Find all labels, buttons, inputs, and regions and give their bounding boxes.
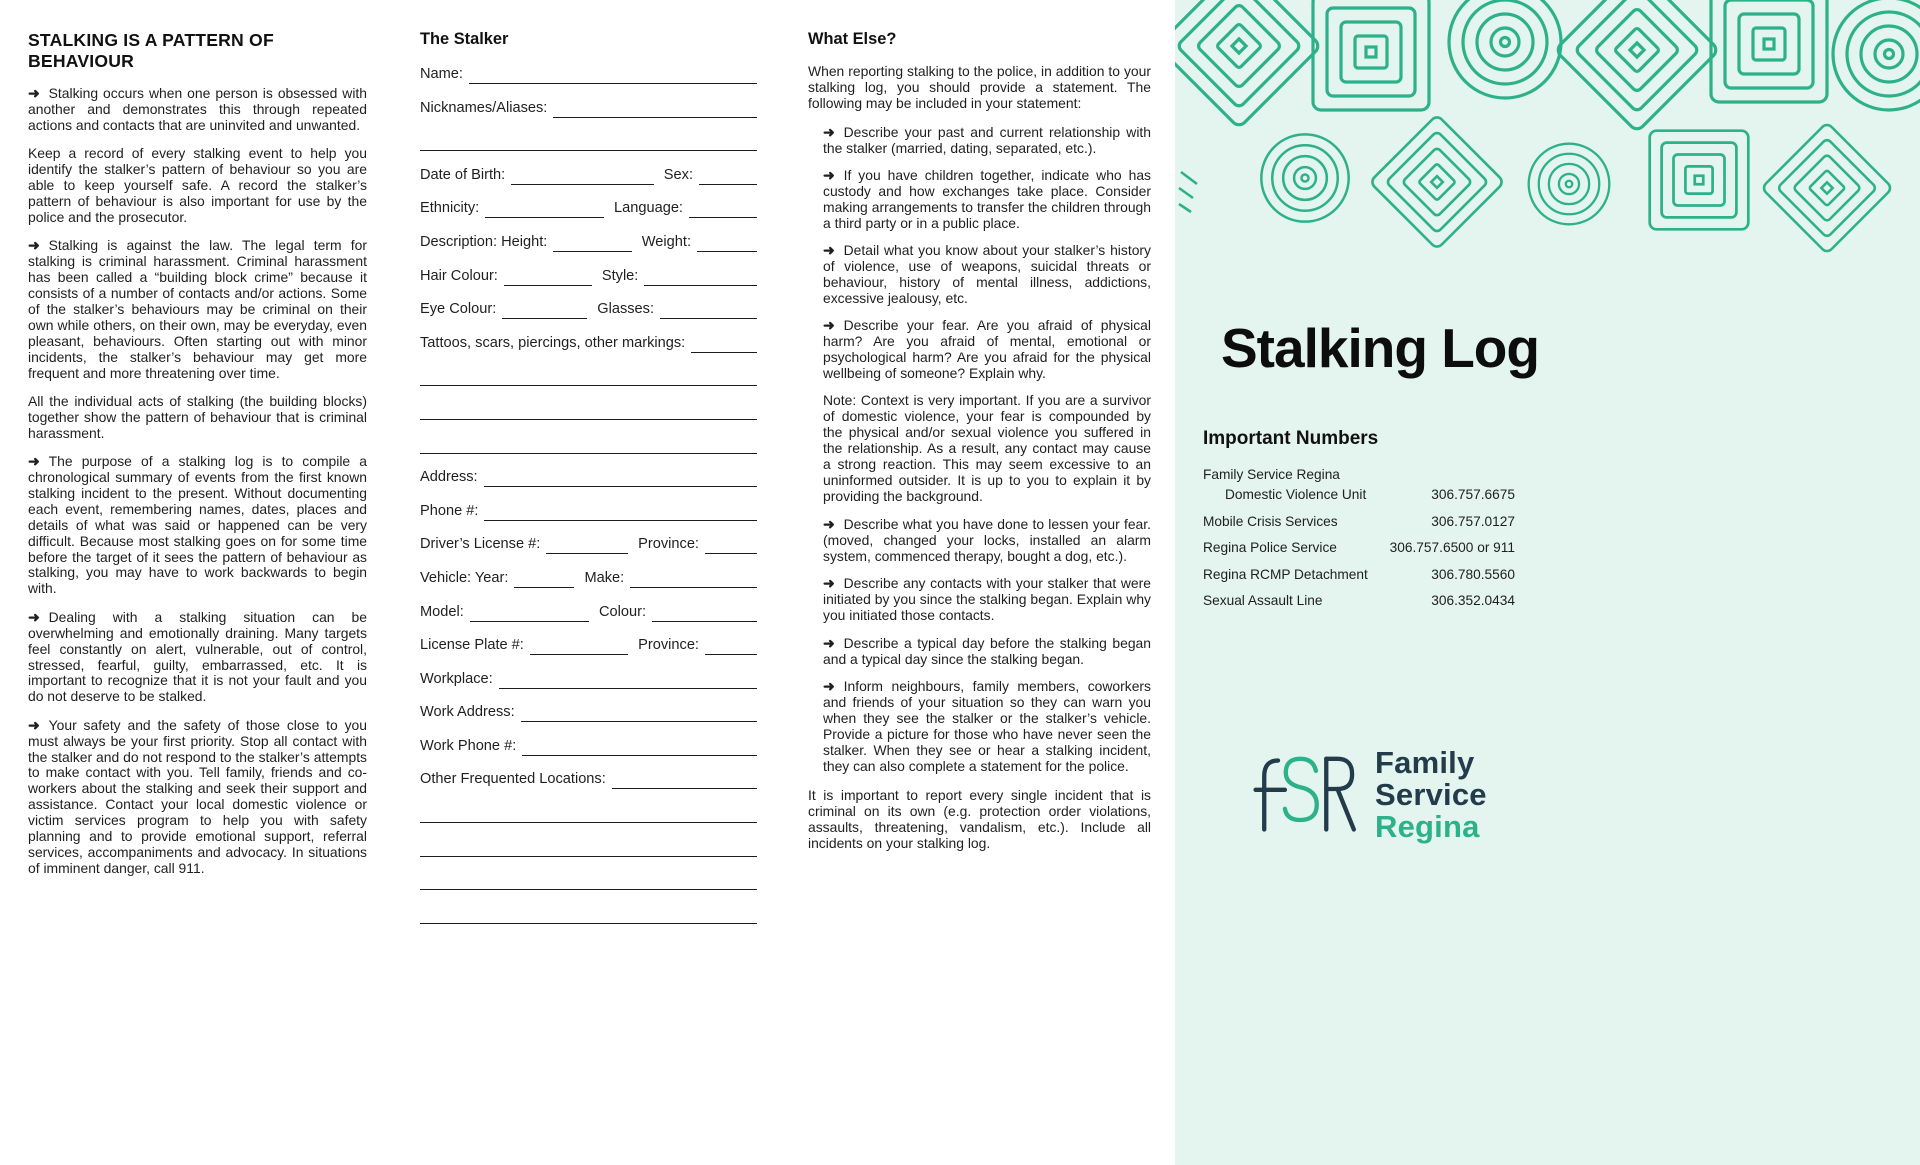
nicknames-field-line [553,98,757,118]
phone-entry [1203,540,1515,555]
form-row-blank [420,434,757,454]
paragraph-text: Stalking occurs when one person is obsessed with another and demonstrates this through repeated actions and contacts that are uninvited and unwanted. [28,85,367,133]
arrow-bullet-icon: ➜ [28,716,40,733]
phone-number: 306.757.0127 [1431,513,1515,529]
field-label: Colour: [598,603,646,620]
form-row-hair [420,266,757,286]
form-row-model-colour [420,602,757,622]
province-field-line [705,534,757,554]
address-field-line [484,467,757,487]
bullet-text: Describe a typical day before the stalking began and a typical day since the stalking began. [823,634,1151,667]
bullet-text: Detail what you know about your stalker’s history of violence, use of weapons, suicidal threats or behaviour, history of mental illness, addictions, excessive jealousy, etc. [823,242,1151,306]
bullet-text: Inform neighbours, family members, coworkers and friends of your situation so they can warn you when they see the stalker or the stalker’s vehicle. Provide a picture for those who have never seen the stalker. When they see or hear a stalking incident, they can also complete a statement for the police. [823,678,1151,774]
phone-entry-label [1203,467,1366,502]
field-label: Weight: [641,233,691,250]
paragraph [28,718,367,877]
field-label: Name: [420,66,463,82]
form-row-blank [420,870,757,890]
field-label: Date of Birth: [420,166,506,183]
bullet [808,125,1151,157]
field-label: Phone #: [420,502,479,519]
bullet [808,318,1151,382]
arrow-bullet-icon: ➜ [823,167,835,184]
name-field-line [469,64,757,84]
field-label: Language: [614,200,683,217]
blank-field-line [420,870,757,890]
phone-entry-label-line2: Domestic Violence Unit [1225,487,1367,502]
form-row-nicknames [420,98,757,118]
form-row-name [420,64,757,84]
hair-style-field-line [644,266,757,286]
field-label: License Plate #: [420,637,524,654]
field-label: Driver’s License #: [420,536,541,553]
language-field-line [689,198,757,218]
arrow-bullet-icon: ➜ [28,85,40,101]
phone-field-line [484,501,757,521]
work-address-field-line [521,702,757,722]
form-row-plate-province [420,635,757,655]
eye-colour-field-line [502,299,587,319]
intro-paragraph [808,64,1151,112]
blank-field-line [420,904,757,924]
form-row-height-weight [420,232,757,252]
bullet-text: Describe your past and current relationship with the stalker (married, dating, separated, etc.). [823,123,1151,156]
height-field-line [553,232,631,252]
phone-number: 306.780.5560 [1431,566,1515,582]
bullet-text: Describe what you have done to lessen your fear. (moved, changed your locks, installed an alarm system, commenced therapy, bought a dog, etc.). [823,516,1151,565]
logo-word-service: Service [1375,776,1487,812]
organization-logo [1247,746,1487,844]
form-row-license-province [420,534,757,554]
model-field-line [470,602,589,622]
field-label: Make: [584,569,625,586]
blank-field-line [420,837,757,857]
field-label: Description: Height: [420,233,548,250]
paragraph-text: Dealing with a stalking situation can be overwhelming and emotionally draining. Many targets feel constantly on alert, vulnerable, out of control, stressed, fearful, guilty, embarrassed, etc. It is important to recognize that it is not your fault and you do not deserve to be stalked. [28,608,367,705]
form-row-other-locations [420,769,757,789]
bullet [808,576,1151,624]
form-row-tattoos [420,333,757,353]
paragraph-text: It is important to report every single incident that is criminal on its own (e.g. protection order violations, assaults, threatening, vandalism, etc.). Include all incidents on your stalking log. [808,787,1151,852]
bullet [808,517,1151,565]
form-row-blank [420,904,757,924]
form-row-blank [420,366,757,386]
paragraph-text: Stalking is against the law. The legal term for stalking is criminal harassment. Criminal harassment has been called a “building block crime” because it consists of a number of contacts and/or actions. Some of the stalker’s behaviours may be criminal on their own while others, on their own, may be everyday, even pleasant, behaviours. Often starting out with minor incidents, the stalker’s behaviour may get more frequent and more threatening over time. [28,237,367,381]
field-label: Tattoos, scars, piercings, other markings: [420,334,686,351]
paragraph-text: When reporting stalking to the police, in addition to your stalking log, you should provide a statement. The following may be included in your statement: [808,63,1151,111]
paragraph-text: Your safety and the safety of those close to you must always be your first priority. Stop all contact with the stalker and do not respond to the stalker’s attempts to make contact with you. Tell family, friends and co-workers about the stalking and seek their support and assistance. Contact your local domestic violence or victim services program to help you with safety planning and to provide emotional support, referral services, accompaniments and advocacy. In situations of imminent danger, call 911. [28,716,367,876]
blank-field-line [420,434,757,454]
closing-paragraph [808,788,1151,852]
hair-colour-field-line [504,266,592,286]
column-stalking-pattern [28,30,367,889]
other-locations-field-line [612,769,757,789]
phone-number: 306.757.6675 [1431,487,1515,502]
paragraph-text: Keep a record of every stalking event to help you identify the stalker’s pattern of behaviour so you are able to keep yourself safe. A record the stalker’s pattern of behaviour is also important for use by the police and the prosecutor. [28,145,367,225]
form-row-work-phone [420,736,757,756]
paragraph [28,394,367,442]
fsr-logo-icon [1247,746,1359,844]
paragraph-text: All the individual acts of stalking (the building blocks) together show the pattern of behaviour that is criminal harassment. [28,392,367,441]
form-row-eye [420,299,757,319]
column-stalker-form [420,30,757,937]
logo-word-regina: Regina [1375,809,1480,845]
form-row-work-address [420,702,757,722]
note-paragraph [808,393,1151,504]
paragraph [28,454,367,597]
form-row-ethnicity-language [420,198,757,218]
paragraph [28,146,367,226]
logo-wordmark [1375,744,1487,845]
form-row-address [420,467,757,487]
form-heading: The Stalker [420,30,509,48]
field-label: Model: [420,603,464,620]
sex-field-line [699,165,757,185]
make-field-line [630,568,757,588]
arrow-bullet-icon: ➜ [823,634,835,651]
phone-number: 306.352.0434 [1431,593,1515,608]
bullet-text: If you have children together, indicate who has custody and how exchanges take place. Consider making arrangements to transfer the children through a third party or in a public place. [823,167,1151,231]
bullet [808,679,1151,774]
field-label: Work Phone #: [420,737,517,754]
form-row-blank [420,837,757,857]
blank-field-line [420,131,757,151]
phone-entry [1203,567,1515,582]
paragraph [28,86,367,134]
arrow-bullet-icon: ➜ [823,123,835,140]
field-label: Province: [638,536,699,553]
important-numbers-list [1203,467,1515,620]
phone-entry-label-line1: Family Service Regina [1203,467,1340,482]
important-numbers-heading: Important Numbers [1203,428,1379,449]
form-row-workplace [420,669,757,689]
field-label: Nicknames/Aliases: [420,99,548,116]
field-label: Workplace: [420,670,493,687]
year-field-line [514,568,574,588]
form-row-blank [420,400,757,420]
field-label: Glasses: [597,301,655,318]
license-field-line [546,534,628,554]
form-row-vehicle [420,568,757,588]
blank-field-line [420,803,757,823]
workplace-field-line [499,669,757,689]
cover-title: Stalking Log [1221,317,1539,379]
weight-field-line [697,232,757,252]
phone-entry-label: Regina Police Service [1203,540,1337,555]
field-label: Vehicle: Year: [420,569,509,586]
plate-field-line [530,635,628,655]
what-else-heading: What Else? [808,30,897,48]
form-row-dob-sex [420,165,757,185]
geometric-pattern [1175,0,1920,258]
field-label: Address: [420,469,478,486]
field-label: Eye Colour: [420,301,497,318]
form-row-blank [420,803,757,823]
glasses-field-line [660,299,757,319]
bullet-text: Describe your fear. Are you afraid of physical harm? Are you afraid of mental, emotional or psychological harm? Are you afraid for the physical wellbeing of someone? Explain why. [823,317,1151,381]
bullet [808,636,1151,668]
arrow-bullet-icon: ➜ [28,608,40,625]
work-phone-field-line [522,736,757,756]
arrow-bullet-icon: ➜ [28,453,40,470]
paragraph-text: Note: Context is very important. If you are a survivor of domestic violence, your fear is compounded by the physical and/or sexual violence you suffered in the relationship. As a result, any contact may cause a strong reaction. This may seem excessive to an uninformed outsider. It is up to you to explain it by providing the background. [823,392,1151,504]
tattoos-field-line [691,333,757,353]
left-heading: STALKING IS A PATTERN OF BEHAVIOUR [28,30,274,71]
arrow-bullet-icon: ➜ [28,237,40,254]
field-label: Other Frequented Locations: [420,771,606,788]
form-row-blank [420,131,757,151]
field-label: Hair Colour: [420,267,498,284]
field-label: Sex: [663,166,693,183]
bullet [808,243,1151,307]
field-label: Ethnicity: [420,200,480,217]
paragraph [28,610,367,705]
blank-field-line [420,400,757,420]
phone-number: 306.757.6500 or 911 [1389,540,1515,555]
phone-entry-label: Mobile Crisis Services [1203,513,1338,529]
phone-entry [1203,514,1515,529]
ethnicity-field-line [485,198,604,218]
arrow-bullet-icon: ➜ [823,317,835,334]
province2-field-line [705,635,757,655]
form-row-phone [420,501,757,521]
logo-word-family: Family [1375,744,1475,780]
field-label: Province: [638,637,699,654]
arrow-bullet-icon: ➜ [823,575,835,592]
field-label: Work Address: [420,704,515,721]
bullet-text: Describe any contacts with your stalker that were initiated by you since the stalking began. Explain why you initiated those contacts. [823,575,1151,624]
arrow-bullet-icon: ➜ [823,516,835,533]
cover-panel [1175,0,1920,1165]
arrow-bullet-icon: ➜ [823,242,835,259]
phone-entry [1203,467,1515,502]
phone-entry-label: Regina RCMP Detachment [1203,566,1368,582]
bullet [808,168,1151,232]
phone-entry [1203,593,1515,608]
colour-field-line [652,602,757,622]
paragraph [28,238,367,381]
column-what-else [808,30,1151,865]
arrow-bullet-icon: ➜ [823,678,835,694]
paragraph-text: The purpose of a stalking log is to compile a chronological summary of events from the first known stalking incident to the present. Without documenting each event, remembering names, dates, places and details of what was said or happened can be very difficult. Because most stalking goes on for some time before the target of it sees the pattern of behaviour as stalking, you may have to work backwards to begin with. [28,453,367,597]
dob-field-line [511,165,654,185]
phone-entry-label: Sexual Assault Line [1203,593,1323,608]
field-label: Style: [601,267,639,284]
blank-field-line [420,366,757,386]
